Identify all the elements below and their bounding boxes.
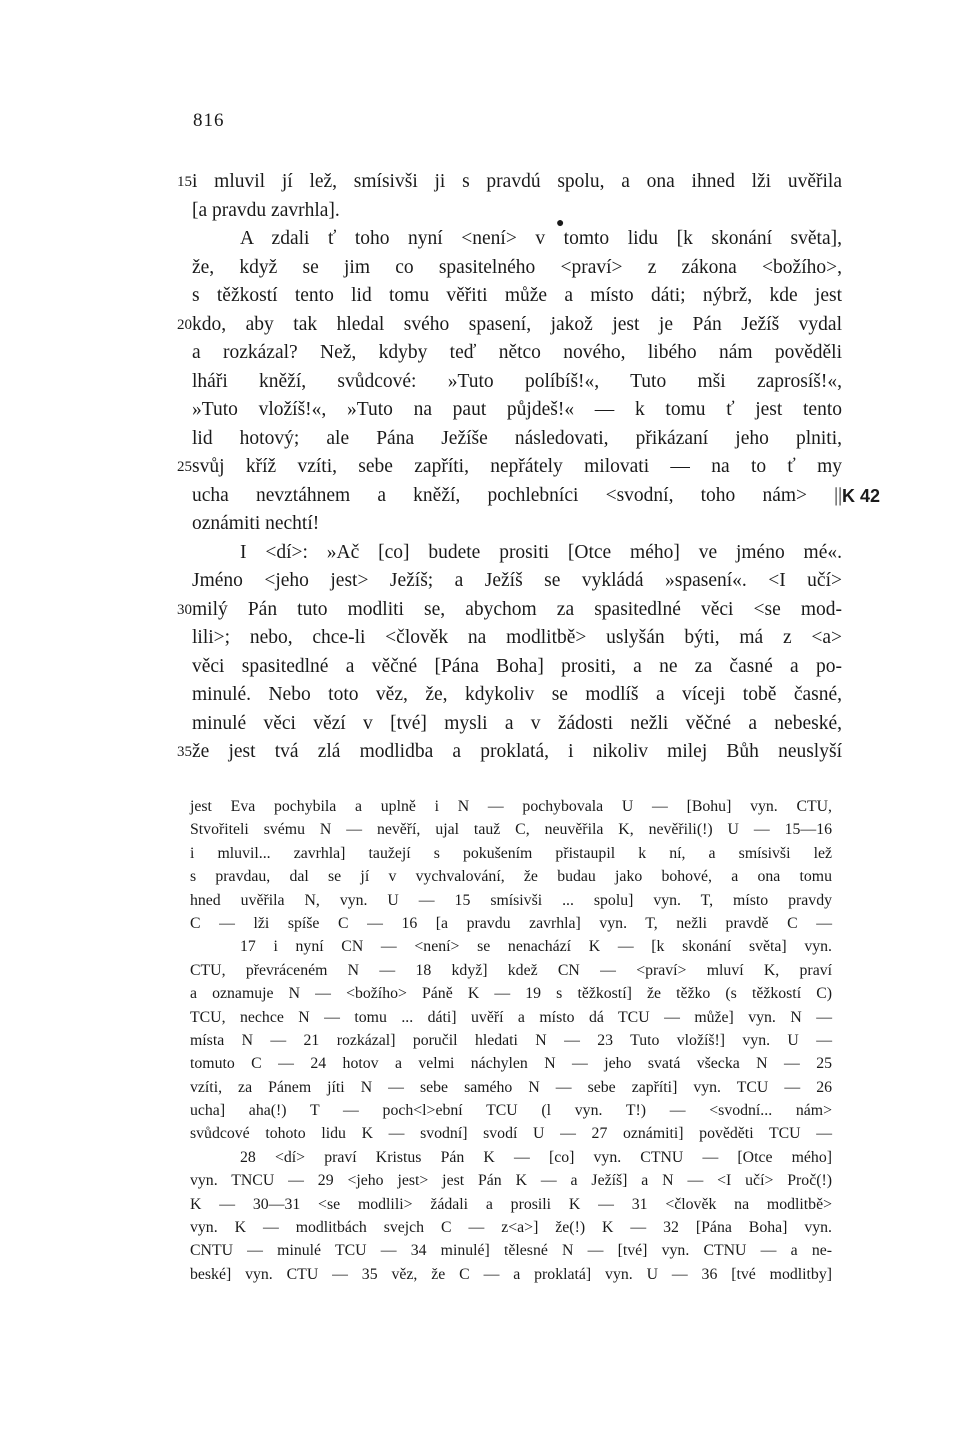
footnote-line: 17 i nyní CN — <není> se nenachází K — [k skonání světa] vyn. — [240, 938, 832, 956]
text-line — [160, 510, 890, 539]
footnote-line: CNTU — minulé TCU — 34 minulé] tělesné N — [tvé] vyn. CTNU — a ne- — [190, 1242, 832, 1260]
footnote-line: vzíti, za Pánem jíti N — sebe samého N — sebe zapříti] vyn. TCU — 26 — [190, 1078, 832, 1096]
page-number: 816 — [193, 110, 225, 131]
line-text: věci spasitedlné a věčné [Pána Boha] prositi, a ne za časné a po- — [192, 655, 842, 677]
text-line — [160, 482, 890, 511]
line-text: svůj kříž vzíti, sebe zapříti, nepřátely milovati — na to ť my — [192, 456, 842, 477]
line-text: oznámiti nechtí! — [192, 513, 320, 534]
line-text: a rozkázal? Než, kdyby teď nětco nového, libého nám pověděli — [192, 342, 842, 363]
line-text: A zdali ť toho nyní <není> v tomto lidu [k skonání světa], — [240, 228, 842, 249]
footnote-line: i mluvil... zavrhla] taužejí s pokušením přistaupil k ní, a smísivši lež — [190, 844, 832, 862]
text-line — [160, 396, 890, 425]
line-text: lid hotový; ale Pána Ježíše následovati, přikázaní jeho plniti, — [192, 427, 842, 449]
text-line — [160, 368, 890, 397]
text-line — [160, 168, 890, 197]
text-line — [160, 254, 890, 283]
text-line — [160, 311, 890, 340]
footnote-line: vyn. TNCU — 29 <jeho jest> jest Pán K — a Ježíš] a N — <I učí> Proč(!) — [190, 1172, 832, 1190]
line-text: milý Pán tuto modliti se, abychom za spasitedlné věci <se mod- — [192, 598, 842, 620]
line-number: 20 — [177, 316, 192, 333]
footnote-line: jest Eva pochybila a uplně i N — pochybovala U — [Bohu] vyn. CTU, — [190, 798, 832, 815]
line-text: že, když se jim co spasitelného <praví> z zákona <božího>, — [192, 256, 842, 278]
line-text: minulé věci vězí v [tvé] mysli a v žádosti nežli věčné a nebeské, — [192, 712, 842, 734]
footnote-line: a oznamuje N — <božího> Páně K — 19 s těžkostí] že těžko (s těžkostí C) — [190, 985, 832, 1003]
footnote-line: hned uvěřila N, vyn. U — 15 smísivši ... spolu] vyn. T, místo pravdy — [190, 891, 832, 909]
text-line — [160, 596, 890, 625]
text-line — [160, 216, 890, 254]
line-text: lili>; nebo, chce-li <člověk na modlitbě> uslyšán býti, má z <a> — [192, 627, 842, 648]
bullet-dot-mark: ● — [556, 216, 565, 231]
footnote-line: ucha] aha(!) T — poch<l>ební TCU (l vyn. T!) — <svodní... nám> — [190, 1102, 832, 1120]
text-line — [160, 339, 890, 368]
footnote-line: Stvořiteli svému N — nevěří, ujal tauž C, neuvěřila K, nevěřili(!) U — 15—16 — [190, 821, 832, 839]
footnote-line: svůdcové tohoto lidu K — svodní] svodí U — 27 oznámiti] pověděti TCU — — [190, 1125, 832, 1143]
critical-apparatus — [190, 795, 832, 1286]
line-text: I <dí>: »Ač [co] budete prositi [Otce mého] ve jméno mé«. — [240, 541, 842, 563]
text-line — [160, 453, 890, 482]
text-line — [160, 197, 890, 226]
line-text: i mluvil jí lež, smísivši ji s pravdú spolu, a ona ihned lži uvěřila — [192, 171, 842, 192]
footnote-line: K — 30—31 <se modlili> žádali a prosili K — 31 <člověk na modlitbě> — [190, 1195, 832, 1213]
margin-reference-mark: K 42 — [842, 485, 881, 506]
text-line — [160, 653, 890, 682]
main-text — [160, 168, 890, 767]
footnote-line: místa N — 21 rozkázal] poručil hledati N — 23 Tuto vložíš!] vyn. U — — [190, 1031, 832, 1049]
text-line — [160, 567, 890, 596]
line-number: 30 — [177, 601, 192, 618]
footnote-line: CTU, převráceném N — 18 když] kdež CN — <praví> mluví K, praví — [190, 961, 832, 979]
line-number: 15 — [177, 174, 192, 190]
line-text: Jméno <jeho jest> Ježíš; a Ježíš se vykládá »spasení«. <I učí> — [192, 570, 842, 591]
line-text: kdo, aby tak hledal svého spasení, jakož jest je Pán Ježíš vydal — [192, 313, 842, 335]
line-text: lháři kněží, svůdcové: »Tuto políbíš!«, Tuto mši zaprosíš!«, — [192, 370, 842, 392]
text-line — [160, 282, 890, 311]
line-text: s těžkostí tento lid tomu věřiti může a místo dáti; nýbrž, kde jest — [192, 285, 842, 306]
line-number: 25 — [177, 459, 192, 475]
footnote-line: vyn. K — modlitbách svejch C — z<a>] že(!) K — 32 [Pána Boha] vyn. — [190, 1219, 832, 1237]
text-line — [160, 738, 890, 767]
line-text: ucha nevztáhnem a kněží, pochlebníci <svodní, toho nám> || — [192, 484, 842, 506]
text-line — [160, 425, 890, 454]
footnote-line: C — lži spíše C — 16 [a pravdu zavrhla] vyn. T, nežli pravdě C — — [190, 914, 832, 932]
footnote-line: tomuto C — 24 hotov a velmi náchylen N — jeho svatá všecka N — 25 — [190, 1055, 832, 1073]
text-line — [160, 710, 890, 739]
footnote-line: TCU, nechce N — tomu ... dáti] uvěří a místo dá TCU — může] vyn. N — — [190, 1008, 832, 1026]
text-line — [160, 624, 890, 653]
footnote-line: 28 <dí> praví Kristus Pán K — [co] vyn. CTNU — [Otce mého] — [240, 1148, 832, 1166]
text-line — [160, 539, 890, 568]
footnote-line: s pravdau, dal se jí v vychvalování, že budau jako bohové, a ona tomu — [190, 868, 832, 886]
line-text: [a pravdu zavrhla]. — [192, 199, 340, 221]
line-text: minulé. Nebo toto věz, že, kdykoliv se modlíš a víceji tobě časné, — [192, 684, 842, 705]
line-text: »Tuto vložíš!«, »Tuto na paut půjdeš!« — k tomu ť jest tento — [192, 399, 842, 420]
footnote-line: beské] vyn. CTU — 35 věz, že C — a proklatá] vyn. U — 36 [tvé modlitby] — [190, 1265, 832, 1283]
line-text: že jest tvá zlá modlidba a proklatá, i nikoliv milej Bůh neuslyší — [192, 741, 842, 762]
text-line — [160, 681, 890, 710]
line-number: 35 — [177, 744, 192, 760]
